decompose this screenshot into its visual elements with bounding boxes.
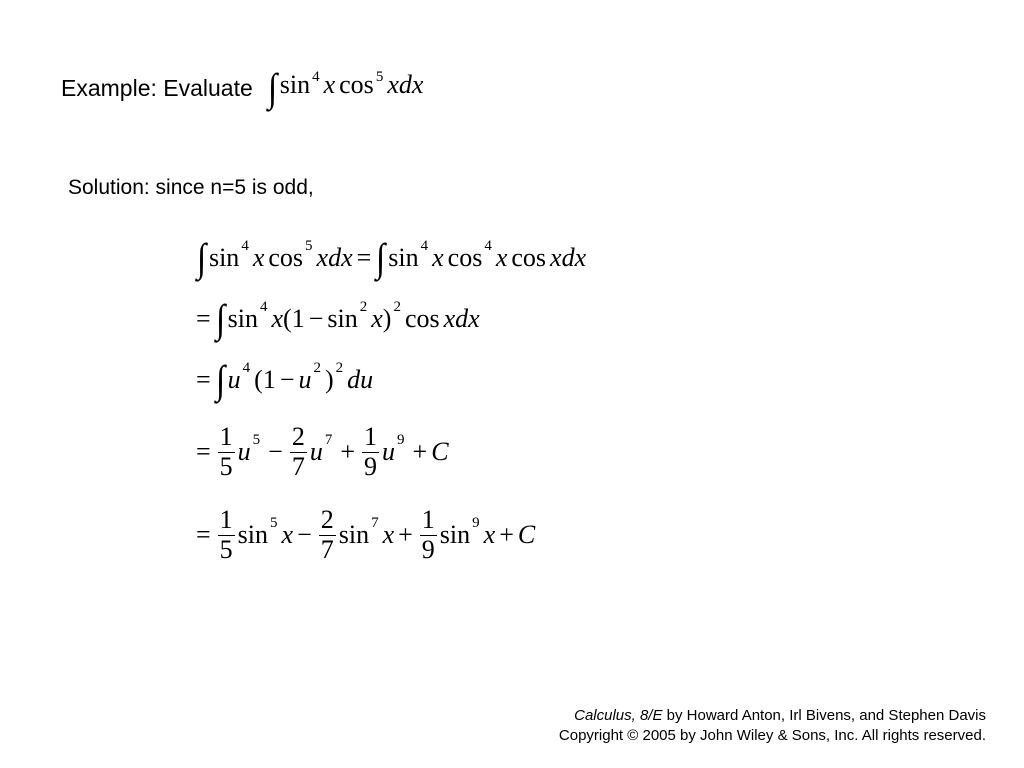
fraction-one-ninth: $\frac{1}{9}$: [421, 504, 435, 564]
example-label: Example: Evaluate: [61, 74, 253, 101]
solution-step-5: = $\frac{1}{5}$ sin $^5$ x − $\frac{2}{7}$ sin $^7$ x + $\frac{1}{9}$ sin $^9$ x + C: [196, 504, 536, 564]
fraction-one-fifth: $\frac{1}{5}$: [219, 504, 233, 564]
book-authors: by Howard Anton, Irl Bivens, and Stephen Davis: [662, 707, 986, 724]
example-integral: ∫ sin $^4$ x cos $^5$ xdx: [267, 65, 424, 110]
integral-sign-icon: ∫: [267, 65, 277, 110]
solution-label: Solution: since n=5 is odd,: [68, 176, 314, 199]
fraction-two-sevenths: $\frac{2}{7}$: [320, 504, 334, 564]
solution-step-4: = $\frac{1}{5}$ u $^5$ − $\frac{2}{7}$ u $^7$ + $\frac{1}{9}$ u $^9$ + C: [196, 421, 449, 481]
integral-sign-icon: ∫: [196, 235, 207, 280]
footer-credits: [559, 706, 986, 746]
footer-copyright: Copyright © 2005 by John Wiley & Sons, Inc. All rights reserved.: [558, 727, 986, 744]
integral-sign-icon: ∫: [215, 357, 225, 402]
fraction-two-sevenths: $\frac{2}{7}$: [291, 421, 305, 481]
integral-sign-icon: ∫: [376, 235, 386, 280]
solution-step-1: ∫ sin $^4$ x cos $^5$ x dx = ∫ sin $^4$ x cos $^4$ x cos x dx: [196, 235, 587, 280]
integral-sign-icon: ∫: [215, 296, 225, 341]
solution-step-3: = ∫ u $^4$ ( 1 − u $^2$ ) $^2$ du: [196, 357, 374, 402]
book-title: Calculus, 8/E: [574, 707, 663, 724]
example-line: [61, 65, 424, 110]
fraction-one-ninth: $\frac{1}{9}$: [364, 421, 378, 481]
solution-step-2: = ∫ sin $^4$ x ( 1 − sin $^2$ x ) $^2$ cos x dx: [196, 296, 480, 341]
fraction-one-fifth: $\frac{1}{5}$: [219, 421, 233, 481]
footer-book-line: [559, 706, 986, 726]
